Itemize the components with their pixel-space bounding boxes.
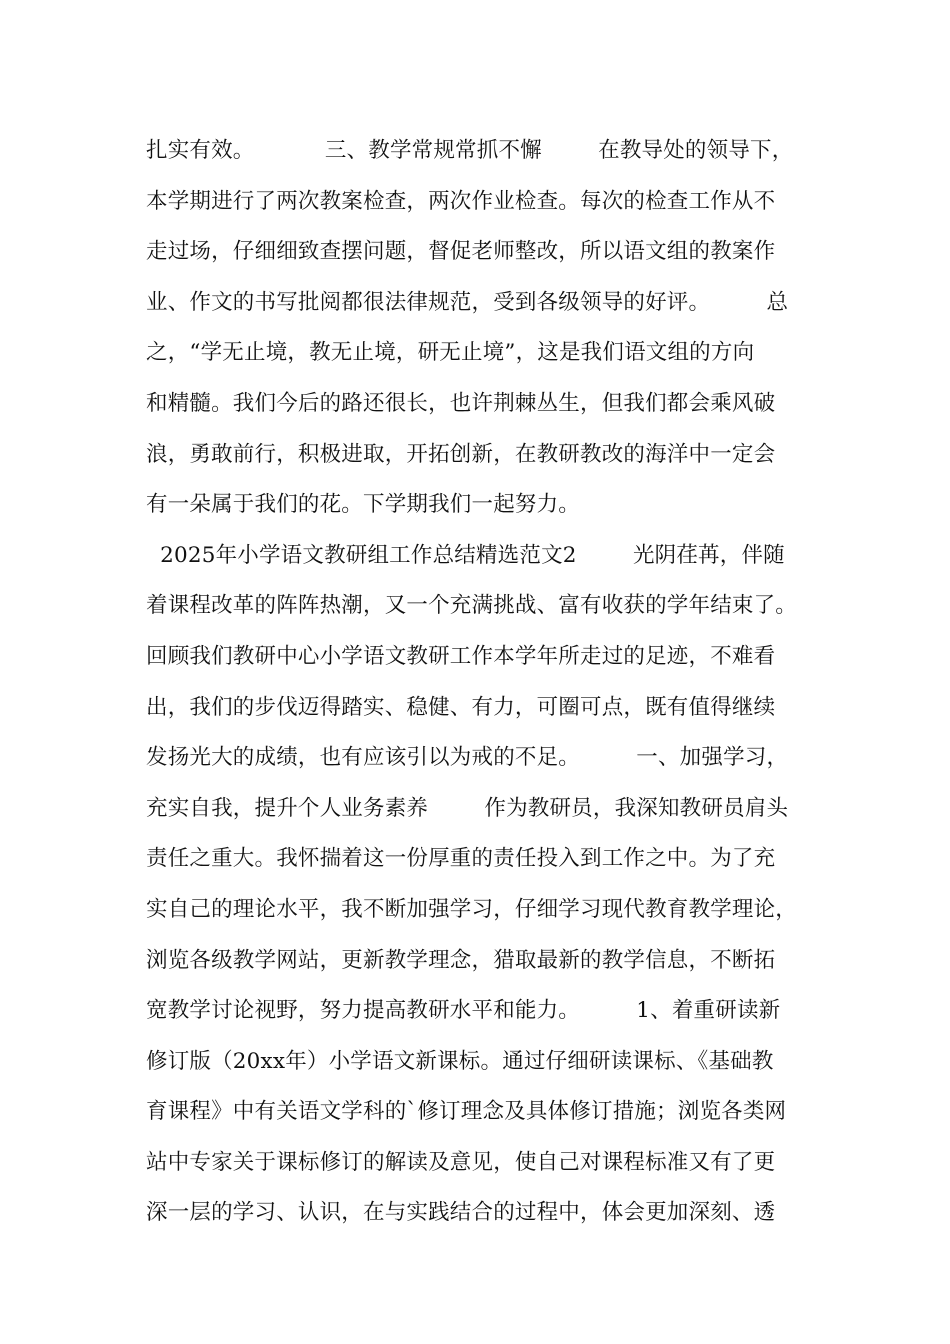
text-line: 发扬光大的成绩，也有应该引以为戒的不足。 一、加强学习，	[146, 745, 789, 771]
text-line: 有一朵属于我们的花。下学期我们一起努力。	[146, 492, 581, 518]
text-line: 和精髓。我们今后的路还很长，也许荆棘丛生，但我们都会乘风破	[146, 390, 776, 416]
text-line: 回顾我们教研中心小学语文教研工作本学年所走过的足迹，不难看	[146, 643, 776, 669]
text-line: 本学期进行了两次教案检查，两次作业检查。每次的检查工作从不	[146, 188, 776, 214]
text-line: 充实自我，提升个人业务素养 作为教研员，我深知教研员肩头	[146, 795, 789, 821]
text-line: 之，“学无止境，教无止境，研无止境”，这是我们语文组的方向	[146, 340, 755, 366]
text-line: 实自己的理论水平，我不断加强学习，仔细学习现代教育教学理论，	[146, 896, 798, 922]
text-line: 着课程改革的阵阵热潮，又一个充满挑战、富有收获的学年结束了。	[146, 593, 798, 619]
text-line: 浏览各级教学网站，更新教学理念，猎取最新的教学信息，不断拓	[146, 947, 776, 973]
text-line: 出，我们的步伐迈得踏实、稳健、有力，可圈可点，既有值得继续	[146, 694, 776, 720]
text-line: 深一层的学习、认识，在与实践结合的过程中，体会更加深刻、透	[146, 1200, 776, 1226]
text-line: 育课程》中有关语文学科的`修订理念及具体修订措施；浏览各类网	[146, 1099, 787, 1125]
text-line: 业、作文的书写批阅都很法律规范，受到各级领导的好评。 总	[146, 289, 789, 315]
text-line: 浪，勇敢前行，积极进取，开拓创新，在教研教改的海洋中一定会	[146, 441, 776, 467]
text-line: 修订版（20xx年）小学语文新课标。通过仔细研读课标、《基础教	[146, 1048, 774, 1074]
body-text	[146, 126, 826, 1239]
text-line: 站中专家关于课标修订的解读及意见，使自己对课程标准又有了更	[146, 1149, 776, 1175]
text-line: 宽教学讨论视野，努力提高教研水平和能力。 1、着重研读新	[146, 998, 781, 1024]
section-heading-line: 2025年小学语文教研组工作总结精选范文2 光阴荏苒，伴随	[146, 542, 785, 568]
text-line: 扎实有效。 三、教学常规常抓不懈 在教导处的领导下，	[146, 138, 794, 163]
text-line: 走过场，仔细细致查摆问题，督促老师整改，所以语文组的教案作	[146, 239, 776, 265]
text-line: 责任之重大。我怀揣着这一份厚重的责任投入到工作之中。为了充	[146, 846, 776, 872]
